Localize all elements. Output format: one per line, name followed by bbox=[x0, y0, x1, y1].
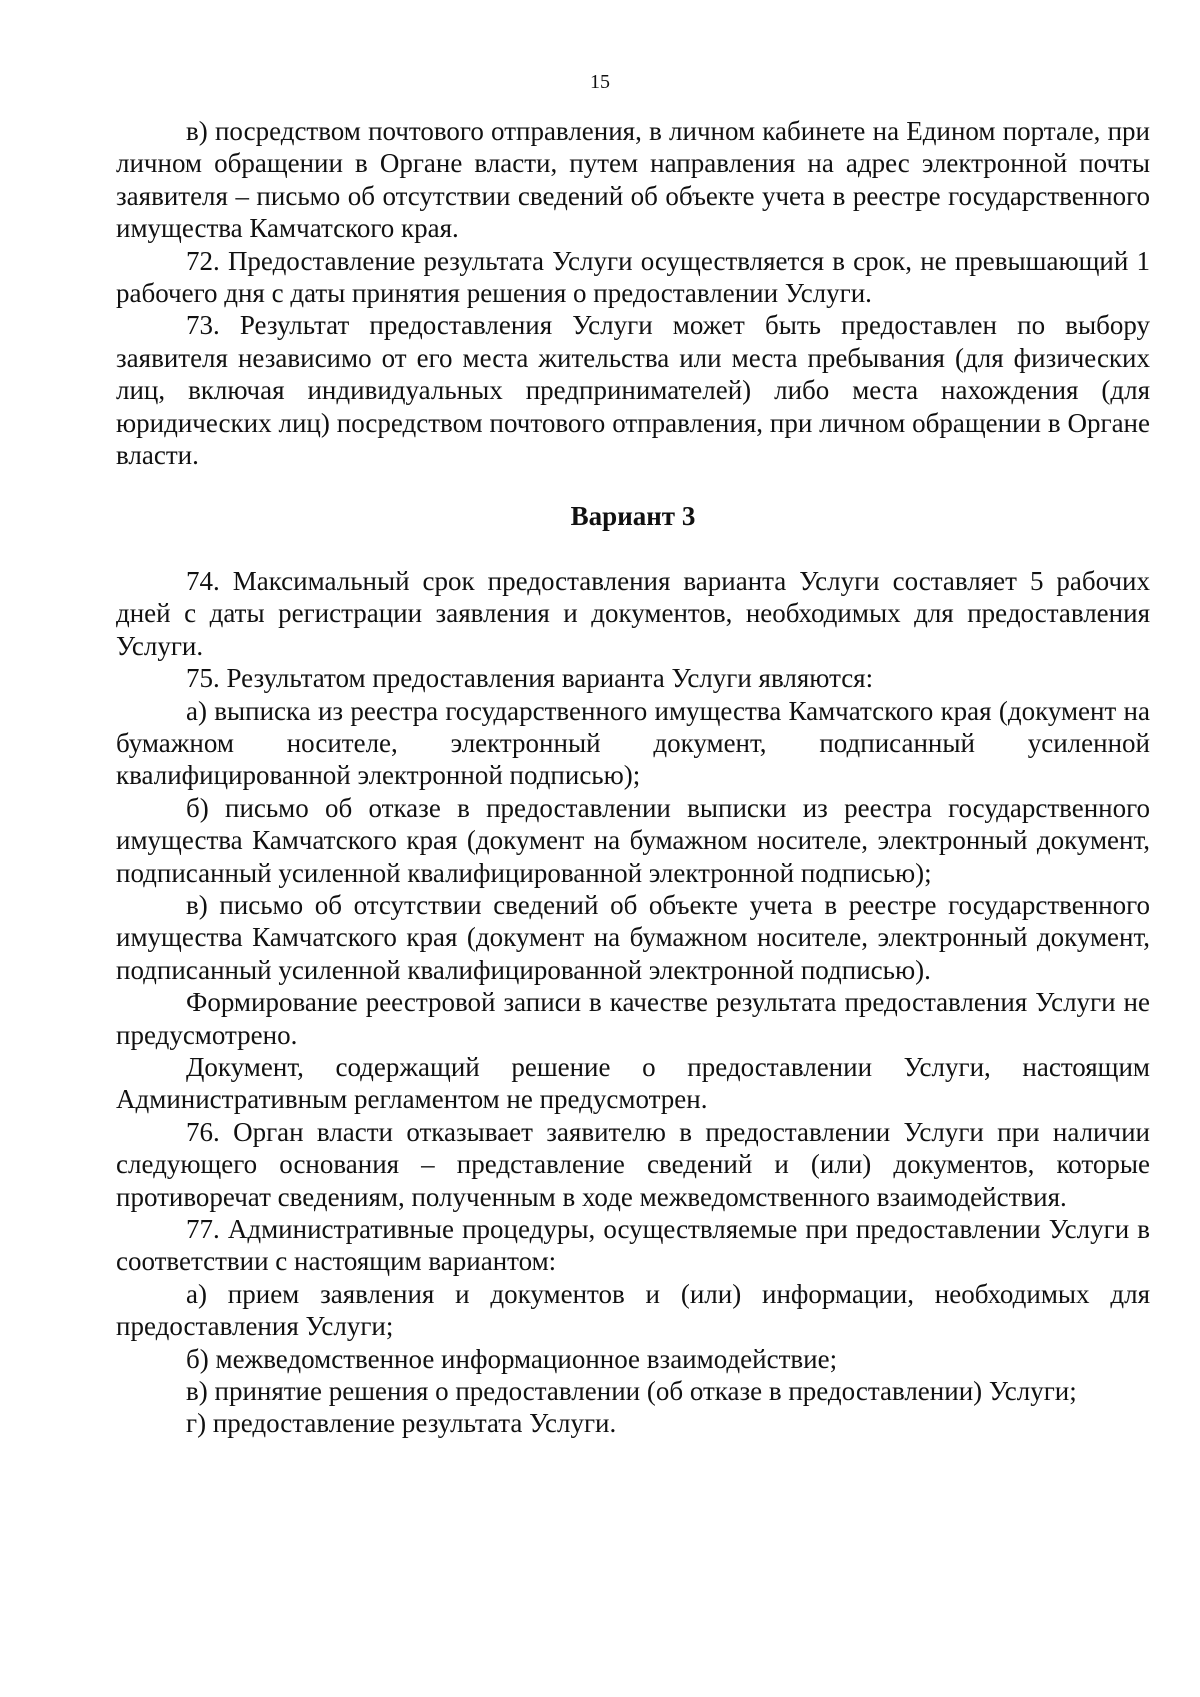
paragraph-77-a: а) прием заявления и документов и (или) информации, необходимых для предоставления Услуги; bbox=[116, 1278, 1150, 1342]
paragraph-72: 72. Предоставление результата Услуги осуществляется в срок, не превышающий 1 рабочего дня с даты принятия решения о предоставлении Услуги. bbox=[116, 245, 1150, 309]
paragraph-75-b: б) письмо об отказе в предоставлении выписки из реестра государственного имущества Камчатского края (документ на бумажном носителе, электронный документ, подписанный усиленной квалифицированной электронной подписью); bbox=[116, 792, 1150, 888]
paragraph-75: 75. Результатом предоставления варианта Услуги являются: bbox=[186, 663, 874, 694]
paragraph-decision-document: Документ, содержащий решение о предоставлении Услуги, настоящим Административным регламентом не предусмотрен. bbox=[116, 1051, 1150, 1115]
paragraph-73: 73. Результат предоставления Услуги может быть предоставлен по выбору заявителя независимо от его места жительства или места пребывания (для физических лиц, включая индивидуальных предпринимателей) либо места нахождения (для юридических лиц) посредством почтового отправления, при личном обращении в Органе власти. bbox=[116, 310, 1150, 471]
paragraph-75-v: в) письмо об отсутствии сведений об объекте учета в реестре государственного имущества Камчатского края (документ на бумажном носителе, электронный документ, подписанный усиленной квалифицированной электронной подписью). bbox=[116, 889, 1150, 985]
paragraph-76: 76. Орган власти отказывает заявителю в предоставлении Услуги при наличии следующего основания – представление сведений и (или) документов, которые противоречат сведениям, полученным в ходе межведомственного взаимодействия. bbox=[116, 1116, 1150, 1212]
paragraph-77-g: г) предоставление результата Услуги. bbox=[186, 1408, 617, 1439]
page-number: 15 bbox=[590, 71, 610, 93]
paragraph-75-a: а) выписка из реестра государственного имущества Камчатского края (документ на бумажном носителе, электронный документ, подписанный усиленной квалифицированной электронной подписью); bbox=[116, 695, 1150, 791]
paragraph-74: 74. Максимальный срок предоставления варианта Услуги составляет 5 рабочих дней с даты регистрации заявления и документов, необходимых для предоставления Услуги. bbox=[116, 565, 1150, 661]
paragraph-registry-record: Формирование реестровой записи в качестве результата предоставления Услуги не предусмотрено. bbox=[116, 987, 1150, 1050]
paragraph-77-b: б) межведомственное информационное взаимодействие; bbox=[186, 1343, 838, 1374]
section-heading: Вариант 3 bbox=[570, 501, 696, 532]
paragraph-delivery-option-v: в) посредством почтового отправления, в личном кабинете на Едином портале, при личном обращении в Органе власти, путем направления на адрес электронной почты заявителя – письмо об отсутствии сведений об объекте учета в реестре государственного имущества Камчатского края. bbox=[116, 116, 1150, 244]
document-body bbox=[116, 115, 1150, 1440]
paragraph-77: 77. Административные процедуры, осуществляемые при предоставлении Услуги в соответствии с настоящим вариантом: bbox=[116, 1214, 1150, 1277]
paragraph-77-v: в) принятие решения о предоставлении (об отказе в предоставлении) Услуги; bbox=[186, 1376, 1077, 1407]
